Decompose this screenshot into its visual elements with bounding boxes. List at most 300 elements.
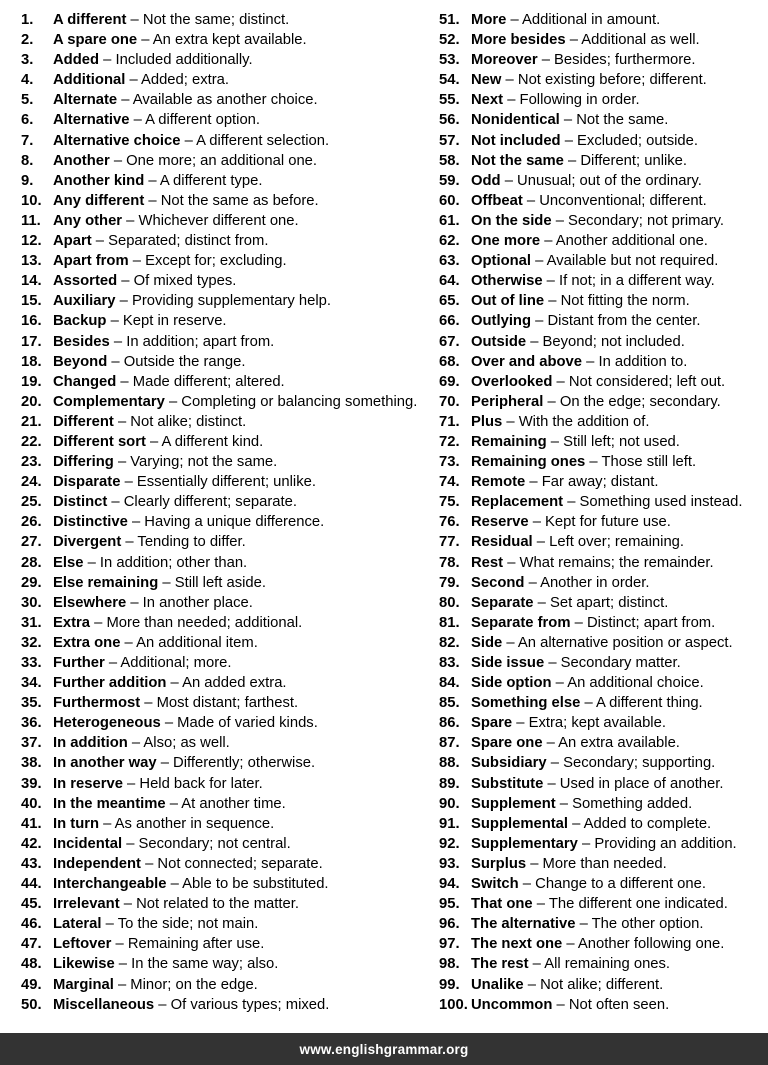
item-text: Not included – Excluded; outside.	[471, 132, 698, 149]
list-item	[21, 492, 439, 512]
item-number: 91.	[439, 815, 460, 832]
item-term: Distinct	[53, 494, 108, 511]
item-text: Apart – Separated; distinct from.	[53, 233, 269, 250]
item-term: A spare one	[53, 32, 138, 49]
list-item	[21, 854, 439, 874]
item-term: In another way	[53, 755, 157, 772]
item-number: 9.	[21, 172, 34, 189]
item-text: That one – The different one indicated.	[471, 896, 728, 913]
item-number: 13.	[21, 253, 42, 270]
footer-bar	[0, 1033, 768, 1065]
item-term: Another kind	[53, 172, 145, 189]
list-item	[21, 593, 439, 613]
list-item	[21, 211, 439, 231]
item-number: 83.	[439, 655, 460, 671]
item-term: Side option	[471, 675, 552, 692]
list-item	[439, 412, 768, 432]
list-item	[21, 231, 439, 251]
item-number: 26.	[21, 514, 42, 531]
item-number: 59.	[439, 172, 460, 189]
list-item	[21, 975, 439, 995]
item-text: Alternate – Available as another choice.	[53, 92, 318, 109]
item-number: 98.	[439, 956, 460, 973]
item-text: One more – Another additional one.	[471, 233, 708, 250]
item-number: 56.	[439, 112, 460, 129]
item-term: The next one	[471, 936, 563, 953]
item-number: 75.	[439, 494, 460, 511]
item-text: In addition – Also; as well.	[53, 735, 230, 752]
item-number: 63.	[439, 253, 460, 270]
list-item	[21, 914, 439, 934]
item-number: 66.	[439, 313, 460, 330]
item-number: 42.	[21, 835, 42, 852]
list-item	[21, 131, 439, 151]
item-term: New	[471, 72, 502, 89]
item-text: Complementary – Completing or balancing something.	[53, 393, 418, 410]
item-number: 96.	[439, 916, 460, 933]
item-text: Further – Additional; more.	[53, 655, 232, 671]
item-number: 23.	[21, 454, 42, 471]
item-term: Plus	[471, 413, 503, 430]
item-text: Residual – Left over; remaining.	[471, 534, 685, 551]
item-number: 86.	[439, 715, 460, 732]
item-term: Incidental	[53, 835, 123, 852]
item-number: 87.	[439, 735, 460, 752]
list-item	[21, 151, 439, 171]
list-item	[439, 311, 768, 331]
item-number: 79.	[439, 574, 460, 591]
item-text: Surplus – More than needed.	[471, 855, 667, 872]
list-item	[21, 733, 439, 753]
list-item	[21, 693, 439, 713]
item-term: Supplement	[471, 795, 556, 812]
list-item	[21, 110, 439, 130]
item-number: 4.	[21, 72, 34, 89]
item-text: In another way – Differently; otherwise.	[53, 755, 316, 772]
list-item	[439, 211, 768, 231]
item-text: Optional – Available but not required.	[471, 253, 719, 270]
item-number: 90.	[439, 795, 460, 812]
list-item	[21, 10, 439, 30]
list-item	[439, 291, 768, 311]
item-text: Rest – What remains; the remainder.	[471, 554, 714, 571]
item-number: 10.	[21, 192, 42, 209]
item-number: 65.	[439, 293, 460, 310]
item-term: Remaining ones	[471, 454, 586, 471]
list-item	[439, 613, 768, 633]
list-item	[21, 472, 439, 492]
list-item	[21, 452, 439, 472]
item-number: 95.	[439, 896, 460, 913]
list-item	[21, 934, 439, 954]
item-term: Extra one	[53, 634, 121, 651]
item-text: Independent – Not connected; separate.	[53, 855, 323, 872]
item-text: Remaining ones – Those still left.	[471, 454, 697, 471]
item-term: Else	[53, 554, 84, 571]
item-text: Peripheral – On the edge; secondary.	[471, 393, 721, 410]
item-term: Disparate	[53, 474, 121, 491]
item-text: Offbeat – Unconventional; different.	[471, 192, 707, 209]
list-item	[439, 151, 768, 171]
item-text: Elsewhere – In another place.	[53, 594, 253, 611]
item-text: Uncommon – Not often seen.	[471, 996, 670, 1013]
list-item	[439, 532, 768, 552]
item-text: Odd – Unusual; out of the ordinary.	[471, 172, 702, 189]
item-text: Replacement – Something used instead.	[471, 494, 743, 511]
item-term: Any other	[53, 212, 123, 229]
item-number: 80.	[439, 594, 460, 611]
list-item	[439, 432, 768, 452]
item-number: 69.	[439, 373, 460, 390]
item-text: Plus – With the addition of.	[471, 413, 650, 430]
item-number: 67.	[439, 333, 460, 350]
item-text: The alternative – The other option.	[471, 916, 704, 933]
item-number: 43.	[21, 855, 42, 872]
item-number: 73.	[439, 454, 460, 471]
item-text: Any different – Not the same as before.	[53, 192, 319, 209]
item-text: Additional – Added; extra.	[53, 72, 229, 89]
list-item	[21, 432, 439, 452]
item-text: Apart from – Except for; excluding.	[53, 253, 287, 270]
list-item	[21, 271, 439, 291]
item-term: Offbeat	[471, 192, 523, 209]
item-term: Surplus	[471, 855, 527, 872]
item-number: 35.	[21, 695, 42, 712]
list-item	[439, 90, 768, 110]
item-text: Over and above – In addition to.	[471, 353, 688, 370]
item-term: Different	[53, 413, 114, 430]
item-text: Supplementary – Providing an addition.	[471, 835, 737, 852]
item-text: Disparate – Essentially different; unlike.	[53, 474, 316, 491]
list-item	[21, 633, 439, 653]
item-term: Spare	[471, 715, 513, 732]
item-number: 77.	[439, 534, 460, 551]
list-item	[21, 90, 439, 110]
item-term: One more	[471, 233, 541, 250]
item-term: Switch	[471, 876, 519, 893]
item-term: Independent	[53, 855, 141, 872]
list-item	[439, 553, 768, 573]
list-item	[439, 794, 768, 814]
item-text: Auxiliary – Providing supplementary help.	[53, 293, 332, 310]
item-term: In the meantime	[53, 795, 166, 812]
item-text: Switch – Change to a different one.	[471, 876, 706, 893]
item-text: Leftover – Remaining after use.	[53, 936, 265, 953]
item-number: 47.	[21, 936, 42, 953]
item-text: Something else – A different thing.	[471, 695, 703, 712]
item-term: Different sort	[53, 433, 146, 450]
item-term: Side issue	[471, 655, 545, 671]
list-item	[21, 553, 439, 573]
item-number: 38.	[21, 755, 42, 772]
item-number: 22.	[21, 433, 42, 450]
item-number: 20.	[21, 393, 42, 410]
item-text: Another – One more; an additional one.	[53, 152, 318, 169]
item-text: Another kind – A different type.	[53, 172, 263, 189]
item-number: 32.	[21, 634, 42, 651]
list-item	[21, 311, 439, 331]
item-number: 48.	[21, 956, 42, 973]
item-term: Distinctive	[53, 514, 128, 531]
list-item	[439, 372, 768, 392]
list-item	[439, 512, 768, 532]
list-item	[439, 914, 768, 934]
item-term: Reserve	[471, 514, 529, 531]
item-number: 24.	[21, 474, 42, 491]
item-number: 93.	[439, 855, 460, 872]
item-term: Residual	[471, 534, 533, 551]
list-item	[21, 70, 439, 90]
item-number: 49.	[21, 976, 42, 993]
item-text: The rest – All remaining ones.	[471, 956, 671, 973]
list-item	[21, 713, 439, 733]
item-term: Further	[53, 655, 105, 671]
item-number: 46.	[21, 916, 42, 933]
item-term: Supplemental	[471, 815, 569, 832]
item-number: 88.	[439, 755, 460, 772]
item-term: Overlooked	[471, 373, 553, 390]
item-term: More	[471, 12, 507, 28]
item-text: Incidental – Secondary; not central.	[53, 835, 291, 852]
item-term: Uncommon	[471, 996, 553, 1013]
item-term: Leftover	[53, 936, 112, 953]
list-item	[21, 673, 439, 693]
item-number: 97.	[439, 936, 460, 953]
item-term: Unalike	[471, 976, 524, 993]
item-text: Interchangeable – Able to be substituted.	[53, 876, 329, 893]
item-term: Backup	[53, 313, 107, 330]
list-item	[21, 954, 439, 974]
item-number: 40.	[21, 795, 42, 812]
item-number: 68.	[439, 353, 460, 370]
list-item	[21, 774, 439, 794]
list-item	[439, 171, 768, 191]
list-item	[21, 874, 439, 894]
item-text: Subsidiary – Secondary; supporting.	[471, 755, 716, 772]
item-text: Backup – Kept in reserve.	[53, 313, 227, 330]
item-text: Not the same – Different; unlike.	[471, 152, 688, 169]
list-item	[439, 332, 768, 352]
item-number: 58.	[439, 152, 460, 169]
list-item	[439, 653, 768, 673]
item-text: In reserve – Held back for later.	[53, 775, 263, 792]
item-text: Different – Not alike; distinct.	[53, 413, 247, 430]
item-number: 16.	[21, 313, 42, 330]
list-item	[439, 231, 768, 251]
list-item	[439, 954, 768, 974]
item-term: Separate	[471, 594, 534, 611]
item-number: 45.	[21, 896, 42, 913]
item-number: 76.	[439, 514, 460, 531]
item-number: 18.	[21, 353, 42, 370]
item-text: Remote – Far away; distant.	[471, 474, 659, 491]
list-item	[21, 995, 439, 1015]
list-item	[21, 191, 439, 211]
item-number: 57.	[439, 132, 460, 149]
list-item	[439, 492, 768, 512]
item-number: 5.	[21, 92, 34, 109]
item-text: Further addition – An added extra.	[53, 675, 287, 692]
list-item	[439, 573, 768, 593]
item-text: Substitute – Used in place of another.	[471, 775, 724, 792]
list-item	[21, 753, 439, 773]
item-number: 29.	[21, 574, 42, 591]
item-number: 78.	[439, 554, 460, 571]
item-number: 3.	[21, 52, 34, 69]
item-text: Outlying – Distant from the center.	[471, 313, 701, 330]
item-text: In the meantime – At another time.	[53, 795, 286, 812]
item-term: Supplementary	[471, 835, 578, 852]
item-text: Divergent – Tending to differ.	[53, 534, 246, 551]
item-term: Besides	[53, 333, 110, 350]
list-item	[439, 131, 768, 151]
list-item	[21, 30, 439, 50]
item-term: Subsidiary	[471, 755, 547, 772]
item-number: 71.	[439, 413, 460, 430]
item-number: 60.	[439, 192, 460, 209]
item-number: 64.	[439, 273, 460, 290]
item-term: Extra	[53, 614, 91, 631]
item-number: 25.	[21, 494, 42, 511]
item-number: 14.	[21, 273, 42, 290]
item-term: In turn	[53, 815, 100, 832]
item-number: 39.	[21, 775, 42, 792]
list-item	[439, 10, 768, 30]
item-text: Side issue – Secondary matter.	[471, 655, 681, 671]
item-text: More besides – Additional as well.	[471, 32, 700, 49]
list-item	[439, 271, 768, 291]
item-term: Outlying	[471, 313, 532, 330]
list-item	[21, 894, 439, 914]
item-term: Next	[471, 92, 504, 109]
list-item	[439, 814, 768, 834]
list-item	[439, 934, 768, 954]
item-number: 70.	[439, 393, 460, 410]
item-number: 61.	[439, 212, 460, 229]
item-text: Heterogeneous – Made of varied kinds.	[53, 715, 318, 732]
item-term: Optional	[471, 253, 532, 270]
item-text: A spare one – An extra kept available.	[53, 32, 307, 49]
item-text: More – Additional in amount.	[471, 12, 661, 28]
list-item	[439, 50, 768, 70]
item-term: Peripheral	[471, 393, 544, 410]
item-term: Heterogeneous	[53, 715, 161, 732]
list-item	[439, 894, 768, 914]
item-term: A different	[53, 12, 127, 28]
list-item	[439, 713, 768, 733]
list-item	[21, 794, 439, 814]
item-term: Additional	[53, 72, 126, 89]
list-item	[21, 392, 439, 412]
item-text: Assorted – Of mixed types.	[53, 273, 237, 290]
item-term: Marginal	[53, 976, 114, 993]
item-number: 53.	[439, 52, 460, 69]
item-text: Spare one – An extra available.	[471, 735, 680, 752]
item-term: Alternative choice	[53, 132, 181, 149]
item-text: Overlooked – Not considered; left out.	[471, 373, 726, 390]
item-number: 74.	[439, 474, 460, 491]
item-term: Beyond	[53, 353, 108, 370]
item-text: Side – An alternative position or aspect.	[471, 634, 733, 651]
item-term: Odd	[471, 172, 501, 189]
item-text: Extra – More than needed; additional.	[53, 614, 303, 631]
item-term: Miscellaneous	[53, 996, 155, 1013]
list-item	[21, 653, 439, 673]
list-item	[439, 352, 768, 372]
item-term: Interchangeable	[53, 876, 167, 893]
list-item	[439, 673, 768, 693]
item-number: 34.	[21, 675, 42, 692]
item-term: Irrelevant	[53, 896, 120, 913]
item-number: 54.	[439, 72, 460, 89]
item-text: Different sort – A different kind.	[53, 433, 264, 450]
item-term: Replacement	[471, 494, 564, 511]
item-text: Otherwise – If not; in a different way.	[471, 273, 715, 290]
item-number: 92.	[439, 835, 460, 852]
item-text: Distinct – Clearly different; separate.	[53, 494, 297, 511]
item-term: Out of line	[471, 293, 545, 310]
item-text: Second – Another in order.	[471, 574, 650, 591]
item-term: Remote	[471, 474, 526, 491]
item-term: Furthermost	[53, 695, 141, 712]
item-number: 15.	[21, 293, 42, 310]
item-text: In turn – As another in sequence.	[53, 815, 275, 832]
item-text: Changed – Made different; altered.	[53, 373, 285, 390]
item-text: Supplemental – Added to complete.	[471, 815, 712, 832]
item-number: 41.	[21, 815, 42, 832]
item-term: The rest	[471, 956, 529, 973]
item-number: 51.	[439, 12, 460, 28]
item-term: In addition	[53, 735, 128, 752]
item-term: Remaining	[471, 433, 547, 450]
item-number: 84.	[439, 675, 460, 692]
list-item	[21, 291, 439, 311]
item-term: Likewise	[53, 956, 115, 973]
item-term: That one	[471, 896, 533, 913]
item-number: 12.	[21, 233, 42, 250]
item-text: Extra one – An additional item.	[53, 634, 258, 651]
list-item	[21, 251, 439, 271]
item-text: Besides – In addition; apart from.	[53, 333, 275, 350]
list-item	[439, 774, 768, 794]
item-text: Beyond – Outside the range.	[53, 353, 246, 370]
list-item	[439, 191, 768, 211]
item-text: Nonidentical – Not the same.	[471, 112, 669, 129]
item-term: Alternative	[53, 112, 130, 129]
item-term: Lateral	[53, 916, 102, 933]
list-item	[439, 392, 768, 412]
list-item	[439, 472, 768, 492]
item-text: Alternative choice – A different selection.	[53, 132, 330, 149]
list-item	[21, 512, 439, 532]
list-item	[439, 251, 768, 271]
item-text: Any other – Whichever different one.	[53, 212, 299, 229]
list-item	[21, 332, 439, 352]
footer-url: www.englishgrammar.org	[299, 1041, 469, 1057]
item-number: 82.	[439, 634, 460, 651]
item-number: 85.	[439, 695, 460, 712]
item-text: Irrelevant – Not related to the matter.	[53, 896, 299, 913]
item-number: 11.	[21, 212, 41, 229]
item-term: Moreover	[471, 52, 538, 69]
item-term: In reserve	[53, 775, 123, 792]
item-text: Likewise – In the same way; also.	[53, 956, 279, 973]
item-text: Else – In addition; other than.	[53, 554, 248, 571]
item-text: Marginal – Minor; on the edge.	[53, 976, 258, 993]
list-item	[439, 633, 768, 653]
item-number: 55.	[439, 92, 460, 109]
item-text: Remaining – Still left; not used.	[471, 433, 680, 450]
